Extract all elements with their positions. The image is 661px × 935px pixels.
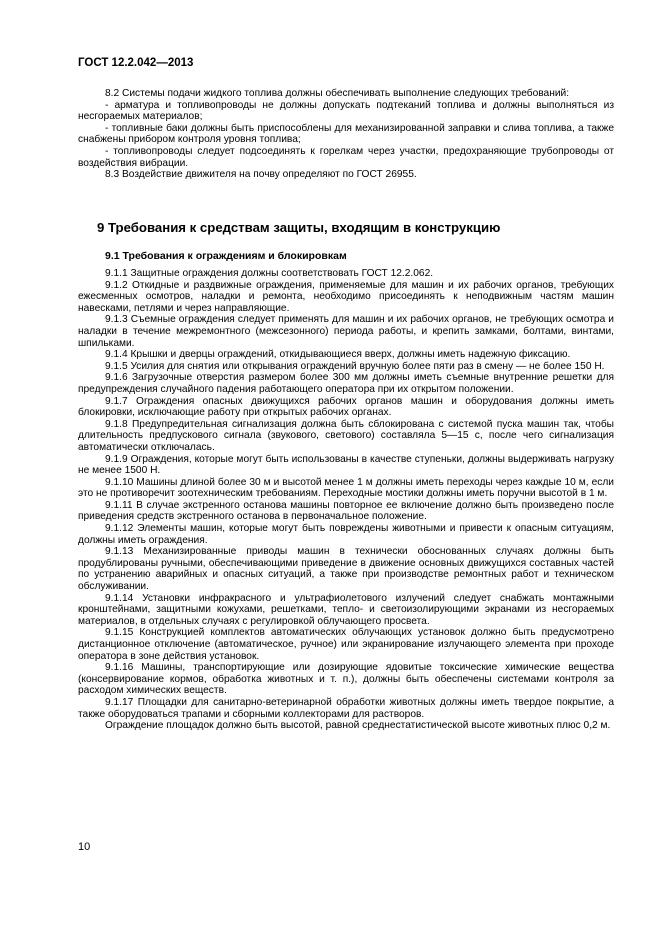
paragraph: - арматура и топливопроводы не должны допускать подтеканий топлива и должны выполняться из несгораемых материалов; bbox=[78, 99, 614, 123]
paragraph: Ограждение площадок должно быть высотой, равной среднестатистической высоте животных плюс 0,2 м. bbox=[105, 720, 611, 732]
paragraph: 9.1.17 Площадки для санитарно-ветеринарной обработки животных должны иметь твердое покрытие, а также оборудоваться трапами и сборными коллекторами для растворов. bbox=[78, 696, 614, 720]
paragraph: 9.1.11 В случае экстренного останова машины повторное ее включение должно быть произведено после приведения средств экстренного останова в первоначальное положение. bbox=[78, 499, 614, 523]
document-header: ГОСТ 12.2.042—2013 bbox=[78, 57, 194, 69]
section-9-1-heading: 9.1 Требования к ограждениям и блокировкам bbox=[105, 250, 347, 262]
paragraph: 9.1.7 Ограждения опасных движущихся рабочих органов машин и оборудования должны иметь блокировки, исключающие работу при открытых рабочих органах. bbox=[78, 395, 614, 419]
paragraph: 9.1.16 Машины, транспортирующие или дозирующие ядовитые токсические химические вещества (консервирование кормов, обработка животных и т. п.), должны быть обеспечены системами контроля за расходом химических веществ. bbox=[78, 662, 614, 697]
paragraph: 9.1.3 Съемные ограждения следует применять для машин и их рабочих органов, не требующих осмотра и наладки в течение межремонтного (межсезонного) периода работы, и крепить замками, болтами, винтами, шпильками. bbox=[78, 314, 614, 349]
paragraph: - топливные баки должны быть приспособлены для механизированной заправки и слива топлива, а также снабжены прибором контроля уровня топлива; bbox=[78, 122, 614, 146]
paragraph: 8.2 Системы подачи жидкого топлива должны обеспечивать выполнение следующих требований: bbox=[105, 88, 570, 99]
paragraph: 9.1.10 Машины длиной более 30 м и высотой менее 1 м должны иметь переходы через каждые 10 м, если это не противоречит зоотехническим требованиям. Переходные мостики должны иметь поручни высотой в 1 м. bbox=[78, 476, 614, 500]
paragraph: 8.3 Воздействие движителя на почву определяют по ГОСТ 26955. bbox=[105, 169, 417, 181]
paragraph: 9.1.14 Установки инфракрасного и ультрафиолетового излучений следует снабжать монтажными кронштейнами, защитными кожухами, решетками, тепло- и светоизолирующими экранами из несгораемых материалов, в отдельных случаях с регулировкой облучающего просвета. bbox=[78, 592, 614, 627]
section-9-body bbox=[78, 268, 614, 732]
paragraph: 9.1.2 Откидные и раздвижные ограждения, применяемые для машин и их рабочих органов, требующих ежесменных осмотров, наладки и ремонта, необходимо присоединять к неподвижным частям машин навесками, петлями и через направляющие. bbox=[78, 279, 614, 314]
section-8-body bbox=[78, 88, 614, 181]
section-9-heading: 9 Требования к средствам защиты, входящим в конструкцию bbox=[97, 220, 501, 235]
page-number: 10 bbox=[78, 841, 91, 853]
paragraph: 9.1.15 Конструкцией комплектов автоматических облучающих установок должно быть предусмотрено дистанционное отключение (автоматическое, ручное) или экранирование излучающего элемента при проходе оператора в зоне действия установок. bbox=[78, 627, 614, 662]
paragraph: 9.1.13 Механизированные приводы машин в технически обоснованных случаях должны быть продублированы ручными, обеспечивающими приведение в движение основных движущихся составных частей по устранению аварийных и опасных ситуаций, а также при производстве ремонтных работ и техническом обслуживании. bbox=[78, 546, 614, 593]
paragraph: 9.1.9 Ограждения, которые могут быть использованы в качестве ступеньки, должны выдерживать нагрузку не менее 1500 Н. bbox=[78, 453, 614, 477]
paragraph: 9.1.4 Крышки и дверцы ограждений, откидывающиеся вверх, должны иметь надежную фиксацию. bbox=[105, 349, 571, 361]
paragraph: 9.1.12 Элементы машин, которые могут быть повреждены животными и привести к опасным ситуациям, должны иметь ограждения. bbox=[78, 523, 614, 546]
paragraph: 9.1.8 Предупредительная сигнализация должна быть сблокирована с системой пуска машин так, чтобы длительность предпускового сигнала (звукового, светового) составляла 5—15 с, после чего сигнализация автоматически отключалась. bbox=[78, 418, 614, 453]
paragraph: 9.1.1 Защитные ограждения должны соответствовать ГОСТ 12.2.062. bbox=[105, 268, 434, 279]
paragraph: - топливопроводы следует подсоединять к горелкам через участки, предохраняющие трубопроводы от воздействия вибрации. bbox=[78, 145, 614, 169]
paragraph: 9.1.5 Усилия для снятия или открывания ограждений вручную более пяти раз в смену — не более 150 Н. bbox=[105, 360, 605, 372]
paragraph: 9.1.6 Загрузочные отверстия размером более 300 мм должны иметь съемные внутренние решетки для предупреждения случайного падения работающего оператора при их открытом положении. bbox=[78, 372, 614, 395]
